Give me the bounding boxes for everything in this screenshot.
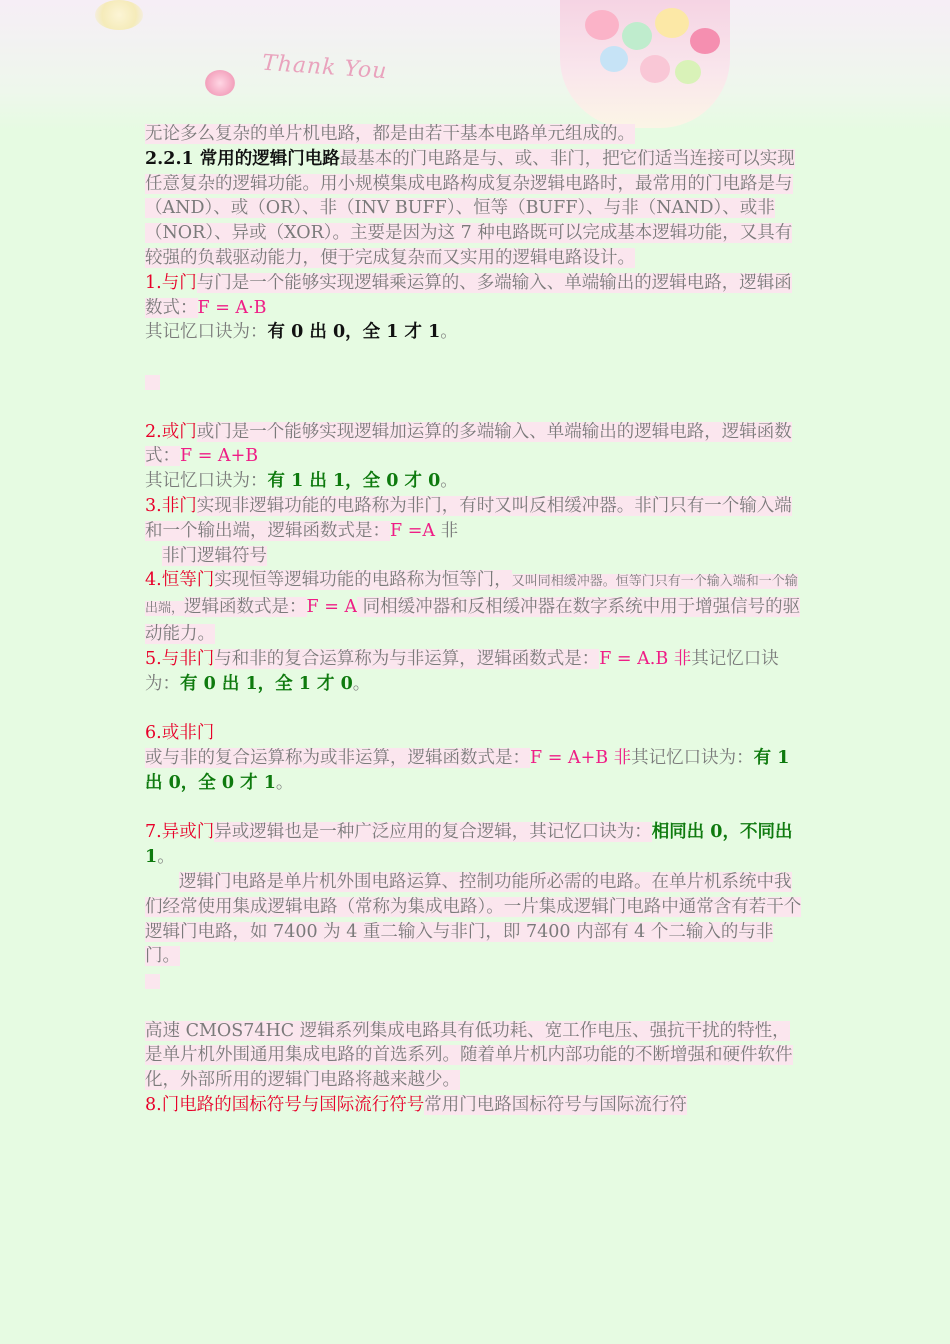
and-gate-mnemonic: 其记忆口诀为：有 0 出 0，全 1 才 1。 (145, 322, 458, 343)
candy-decoration (600, 46, 628, 72)
nand-gate-paragraph: 5.与非门与和非的复合运算称为与非运算，逻辑函数式是：F = A.B 非其记忆口诀为：有 0 出 1，全 1 才 0。 (145, 648, 779, 694)
gate-title: 或非门 (161, 723, 215, 744)
blank-square (145, 370, 807, 395)
document-body (145, 122, 807, 1118)
buffer-gate-paragraph: 4.恒等门实现恒等逻辑功能的电路称为恒等门，又叫同相缓冲器。恒等门只有一个输入端和一个输出端，逻辑函数式是：F = A 同相缓冲器和反相缓冲器在数字系统中用于增强信号的驱动能力。 (145, 570, 801, 644)
formula: F =A (390, 520, 436, 541)
not-gate-symbol-caption: 非门逻辑符号 (162, 545, 267, 566)
banner-script-text: Thank You (261, 50, 389, 85)
blank-square (145, 969, 807, 994)
logic-circuit-paragraph: 逻辑门电路是单片机外围电路运算、控制功能所必需的电路。在单片机系统中我们经常使用集成逻辑电路（常称为集成电路）。一片集成逻辑门电路中通常含有若干个逻辑门电路，如 7400 为 4 重二输入与非门，即 7400 内部有 4 个二输入的与非门。 (145, 871, 802, 967)
formula: F = A (306, 597, 358, 618)
candy-decoration (690, 28, 720, 54)
formula: F = A+B 非 (530, 747, 632, 768)
flower-decoration (95, 0, 143, 30)
section-2-2-1: 2.2.1 常用的逻辑门电路最基本的门电路是与、或、非门，把它们适当连接可以实现任意复杂的逻辑功能。用小规模集成电路构成复杂逻辑电路时，最常用的门电路是与（AND）、或（OR）、非（INV BUFF）、恒等（BUFF）、与非（NAND）、或非（NOR）、异或（XOR）。主要是因为这 7 种电路既可以完成基本逻辑功能，又具有较强的负载驱动能力，便于完成复杂而又实用的逻辑电路设计。 (145, 148, 795, 268)
candy-decoration (675, 60, 701, 84)
formula: F = A·B (197, 297, 267, 318)
xor-gate-paragraph: 7.异或门异或逻辑也是一种广泛应用的复合逻辑，其记忆口诀为：相同出 0，不同出 1。 (145, 822, 793, 868)
section-8-paragraph: 8.门电路的国标符号与国际流行符号常用门电路国标符号与国际流行符 (145, 1095, 687, 1116)
intro-paragraph: 无论多么复杂的单片机电路，都是由若干基本电路单元组成的。 (145, 124, 635, 144)
section-8-title: 门电路的国标符号与国际流行符号 (161, 1095, 425, 1116)
or-gate-paragraph: 2.或门或门是一个能够实现逻辑加运算的多端输入、单端输出的逻辑电路，逻辑函数式：F = A+B (145, 421, 792, 467)
cmos-paragraph: 高速 CMOS74HC 逻辑系列集成电路具有低功耗、宽工作电压、强抗干扰的特性，是单片机外围通用集成电路的首选系列。随着单片机内部功能的不断增强和硬件软件化，外部所用的逻辑门电路将越来越少。 (145, 1020, 793, 1091)
candy-decoration (622, 22, 652, 50)
section-heading: 2.2.1 常用的逻辑门电路 (145, 148, 340, 169)
gate-title: 异或门 (161, 822, 215, 843)
nor-gate-title: 6.或非门 (145, 723, 215, 744)
gate-title: 与非门 (161, 648, 215, 669)
formula: F = A.B 非 (599, 648, 692, 669)
candy-decoration (655, 8, 689, 38)
gate-title: 与门 (161, 272, 197, 293)
flower-decoration (205, 70, 235, 96)
not-gate-paragraph: 3.非门实现非逻辑功能的电路称为非门，有时又叫反相缓冲器。非门只有一个输入端和一个输出端，逻辑函数式是：F =A 非 (145, 495, 792, 541)
and-gate-paragraph: 1.与门与门是一个能够实现逻辑乘运算的、多端输入、单端输出的逻辑电路，逻辑函数式：F = A·B (145, 272, 792, 318)
gate-title: 非门 (161, 495, 197, 516)
candy-decoration (640, 55, 670, 83)
header-banner (0, 0, 950, 130)
or-gate-mnemonic: 其记忆口诀为：有 1 出 1，全 0 才 0。 (145, 471, 458, 492)
gate-title: 或门 (161, 421, 197, 442)
nor-gate-paragraph: 或与非的复合运算称为或非运算，逻辑函数式是：F = A+B 非其记忆口诀为：有 1 出 0，全 0 才 1。 (145, 747, 790, 793)
candy-decoration (585, 10, 619, 40)
gate-title: 恒等门 (161, 570, 215, 591)
formula: F = A+B (180, 446, 259, 467)
